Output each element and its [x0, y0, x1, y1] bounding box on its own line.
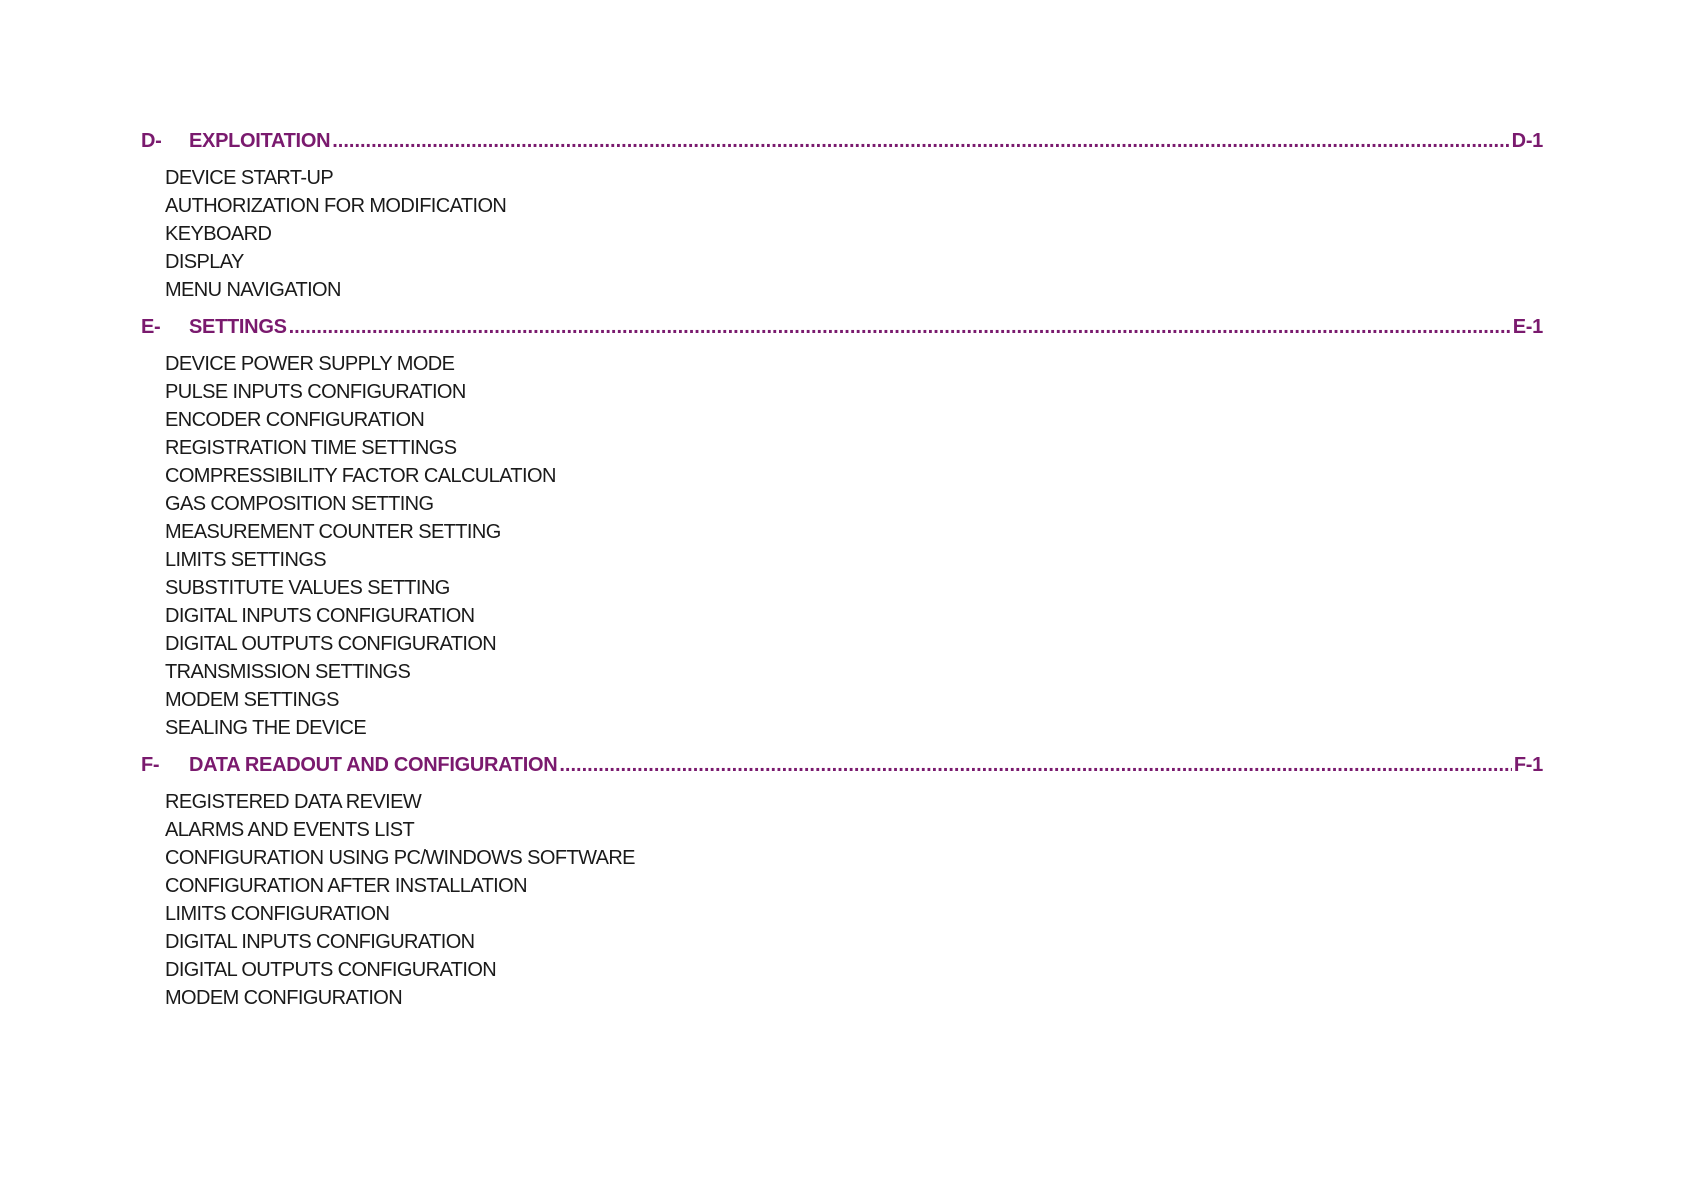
- dot-leader: [559, 752, 1512, 778]
- section-item-list: [141, 154, 1543, 304]
- toc-item[interactable]: MENU NAVIGATION: [165, 279, 341, 301]
- toc-item[interactable]: KEYBOARD: [165, 223, 272, 245]
- section-item-list: [141, 340, 1543, 742]
- section-page-number: E-1: [1512, 316, 1543, 338]
- section-page-number: F-1: [1513, 754, 1543, 776]
- section-title: SETTINGS: [189, 316, 287, 338]
- toc-section-f: [141, 752, 1543, 1012]
- section-heading[interactable]: [141, 314, 1543, 340]
- dot-leader: [289, 314, 1511, 340]
- section-heading[interactable]: [141, 752, 1543, 778]
- section-item-list: [141, 778, 1543, 1012]
- section-page-number: D-1: [1511, 130, 1543, 152]
- toc-item[interactable]: DEVICE START-UP: [165, 167, 334, 189]
- toc-item[interactable]: DIGITAL OUTPUTS CONFIGURATION: [165, 633, 497, 655]
- toc-section-d: [141, 128, 1543, 304]
- section-letter: F-: [141, 754, 160, 776]
- toc-item[interactable]: REGISTERED DATA REVIEW: [165, 791, 422, 813]
- toc-item[interactable]: DIGITAL OUTPUTS CONFIGURATION: [165, 959, 497, 981]
- toc-item[interactable]: CONFIGURATION AFTER INSTALLATION: [165, 875, 527, 897]
- toc-item[interactable]: ALARMS AND EVENTS LIST: [165, 819, 415, 841]
- toc-item[interactable]: REGISTRATION TIME SETTINGS: [165, 437, 457, 459]
- toc-item[interactable]: LIMITS CONFIGURATION: [165, 903, 390, 925]
- toc-item[interactable]: SUBSTITUTE VALUES SETTING: [165, 577, 450, 599]
- toc-section-e: [141, 314, 1543, 742]
- section-title: DATA READOUT AND CONFIGURATION: [189, 754, 558, 776]
- toc-item[interactable]: DIGITAL INPUTS CONFIGURATION: [165, 605, 475, 627]
- toc-item[interactable]: ENCODER CONFIGURATION: [165, 409, 425, 431]
- toc-item[interactable]: MODEM SETTINGS: [165, 689, 339, 711]
- toc-item[interactable]: DISPLAY: [165, 251, 244, 273]
- toc-item[interactable]: TRANSMISSION SETTINGS: [165, 661, 411, 683]
- toc-item[interactable]: PULSE INPUTS CONFIGURATION: [165, 381, 466, 403]
- toc-item[interactable]: DIGITAL INPUTS CONFIGURATION: [165, 931, 475, 953]
- toc-item[interactable]: CONFIGURATION USING PC/WINDOWS SOFTWARE: [165, 847, 635, 869]
- toc-item[interactable]: COMPRESSIBILITY FACTOR CALCULATION: [165, 465, 556, 487]
- toc-item[interactable]: MEASUREMENT COUNTER SETTING: [165, 521, 501, 543]
- section-letter: E-: [141, 316, 161, 338]
- section-heading[interactable]: [141, 128, 1543, 154]
- table-of-contents: [141, 128, 1543, 1012]
- toc-item[interactable]: MODEM CONFIGURATION: [165, 987, 403, 1009]
- section-title: EXPLOITATION: [189, 130, 331, 152]
- toc-item[interactable]: LIMITS SETTINGS: [165, 549, 327, 571]
- toc-item[interactable]: SEALING THE DEVICE: [165, 717, 367, 739]
- section-letter: D-: [141, 130, 162, 152]
- dot-leader: [332, 128, 1509, 154]
- toc-item[interactable]: DEVICE POWER SUPPLY MODE: [165, 353, 455, 375]
- toc-item[interactable]: GAS COMPOSITION SETTING: [165, 493, 434, 515]
- toc-item[interactable]: AUTHORIZATION FOR MODIFICATION: [165, 195, 507, 217]
